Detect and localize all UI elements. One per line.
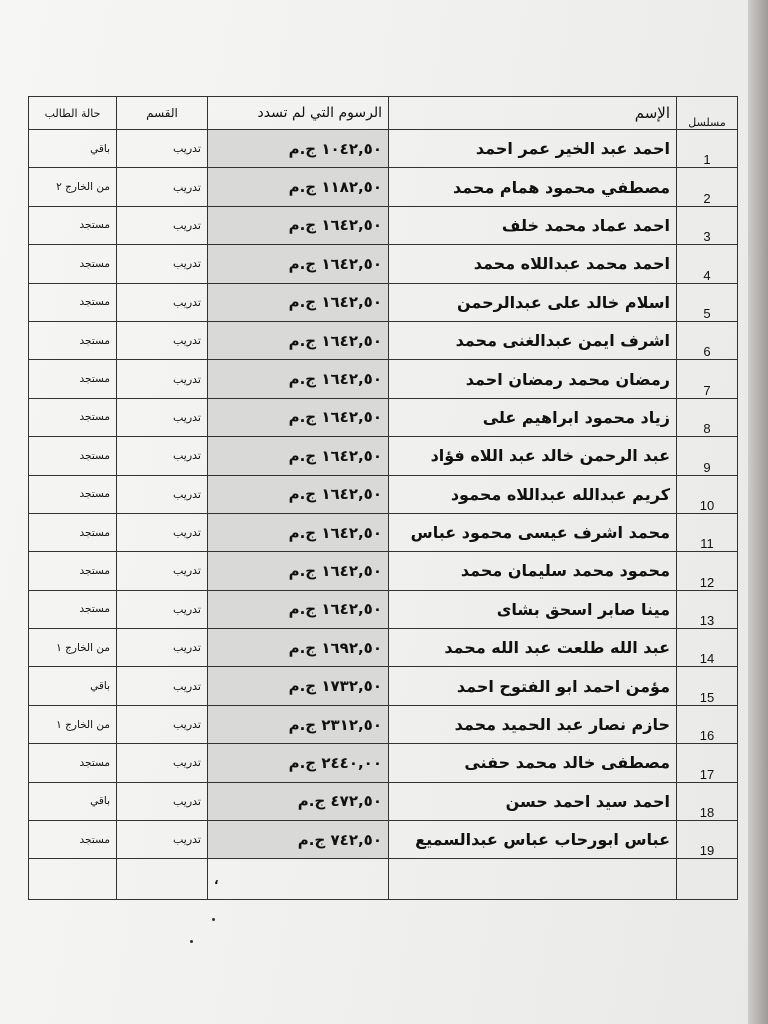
serial-cell: 15 xyxy=(677,667,738,705)
department-cell: تدريب xyxy=(117,168,208,206)
table-row xyxy=(29,513,738,551)
paper-speck xyxy=(212,918,215,921)
fee-amount: ١٦٤٢,٥٠ xyxy=(321,600,382,619)
student-status-cell: مستجد xyxy=(29,821,117,859)
table-row xyxy=(29,245,738,283)
fee-amount: ٢٣١٢,٥٠ xyxy=(321,715,382,734)
serial-cell: 16 xyxy=(677,705,738,743)
unpaid-fees-cell xyxy=(208,629,389,667)
serial-cell: 10 xyxy=(677,475,738,513)
unpaid-fees-cell xyxy=(208,744,389,782)
student-status-cell: من الخارج ١ xyxy=(29,629,117,667)
unpaid-fees-cell xyxy=(208,667,389,705)
student-name-cell: احمد عبد الخير عمر احمد xyxy=(389,130,677,168)
unpaid-fees-cell xyxy=(208,782,389,820)
table-row xyxy=(29,398,738,436)
currency-label: ج.م xyxy=(288,561,317,580)
blank-cell xyxy=(677,859,738,900)
fee-amount: ١٦٤٢,٥٠ xyxy=(321,561,382,580)
currency-label: ج.م xyxy=(288,408,317,427)
department-cell: تدريب xyxy=(117,821,208,859)
table-row xyxy=(29,744,738,782)
student-name-cell: مؤمن احمد ابو الفتوح احمد xyxy=(389,667,677,705)
serial-cell: 17 xyxy=(677,744,738,782)
student-status-cell: مستجد xyxy=(29,245,117,283)
serial-cell: 1 xyxy=(677,130,738,168)
serial-cell: 4 xyxy=(677,245,738,283)
student-name-cell: محمود محمد سليمان محمد xyxy=(389,552,677,590)
department-cell: تدريب xyxy=(117,321,208,359)
currency-label: ج.م xyxy=(288,523,317,542)
student-status-cell: مستجد xyxy=(29,513,117,551)
student-status-cell: باقي xyxy=(29,130,117,168)
currency-label: ج.م xyxy=(288,446,317,465)
department-cell: تدريب xyxy=(117,398,208,436)
table-row xyxy=(29,782,738,820)
student-status-cell: مستجد xyxy=(29,398,117,436)
table-row xyxy=(29,283,738,321)
currency-label: ج.م xyxy=(288,485,317,504)
table-row xyxy=(29,552,738,590)
table-row xyxy=(29,629,738,667)
fee-amount: ١٦٤٢,٥٠ xyxy=(321,216,382,235)
department-cell: تدريب xyxy=(117,206,208,244)
blank-cell xyxy=(389,859,677,900)
student-name-cell: مينا صابر اسحق بشاى xyxy=(389,590,677,628)
student-status-cell: مستجد xyxy=(29,437,117,475)
unpaid-fees-cell xyxy=(208,321,389,359)
blank-row xyxy=(29,859,738,900)
blank-cell xyxy=(29,859,117,900)
serial-cell: 5 xyxy=(677,283,738,321)
student-name-cell: احمد عماد محمد خلف xyxy=(389,206,677,244)
student-status-cell: باقي xyxy=(29,667,117,705)
unpaid-fees-cell xyxy=(208,437,389,475)
department-cell: تدريب xyxy=(117,629,208,667)
table-row xyxy=(29,437,738,475)
header-serial: مسلسل xyxy=(677,97,738,130)
student-status-cell: من الخارج ٢ xyxy=(29,168,117,206)
table-row xyxy=(29,821,738,859)
header-status: حالة الطالب xyxy=(29,97,117,130)
fee-amount: ٧٤٢,٥٠ xyxy=(330,830,382,849)
fee-amount: ١٦٤٢,٥٠ xyxy=(321,446,382,465)
currency-label: ج.م xyxy=(288,638,317,657)
header-fees: الرسوم التي لم تسدد xyxy=(208,97,389,130)
fee-amount: ٢٤٤٠,٠٠ xyxy=(321,753,382,772)
currency-label: ج.م xyxy=(288,216,317,235)
department-cell: تدريب xyxy=(117,360,208,398)
unpaid-fees-cell xyxy=(208,821,389,859)
student-name-cell: مصطفى خالد محمد حفنى xyxy=(389,744,677,782)
student-name-cell: محمد اشرف عيسى محمود عباس xyxy=(389,513,677,551)
unpaid-fees-cell xyxy=(208,360,389,398)
student-status-cell: من الخارج ١ xyxy=(29,705,117,743)
serial-cell: 9 xyxy=(677,437,738,475)
serial-cell: 13 xyxy=(677,590,738,628)
serial-cell: 12 xyxy=(677,552,738,590)
student-status-cell: مستجد xyxy=(29,206,117,244)
stray-mark: ، xyxy=(214,873,219,888)
serial-cell: 11 xyxy=(677,513,738,551)
table-row xyxy=(29,321,738,359)
table-row xyxy=(29,168,738,206)
unpaid-fees-cell xyxy=(208,283,389,321)
currency-label: ج.م xyxy=(288,178,317,197)
serial-cell: 6 xyxy=(677,321,738,359)
student-name-cell: عباس ابورحاب عباس عبدالسميع xyxy=(389,821,677,859)
student-name-cell: زياد محمود ابراهيم على xyxy=(389,398,677,436)
fee-amount: ١٠٤٢,٥٠ xyxy=(321,139,382,158)
table-row xyxy=(29,206,738,244)
student-status-cell: باقي xyxy=(29,782,117,820)
table-row xyxy=(29,667,738,705)
table-row xyxy=(29,590,738,628)
table-row xyxy=(29,475,738,513)
currency-label: ج.م xyxy=(288,293,317,312)
table-body xyxy=(29,130,738,900)
serial-cell: 14 xyxy=(677,629,738,667)
currency-label: ج.م xyxy=(288,715,317,734)
serial-cell: 19 xyxy=(677,821,738,859)
fee-amount: ١٦٤٢,٥٠ xyxy=(321,254,382,273)
department-cell: تدريب xyxy=(117,552,208,590)
fee-amount: ١٦٤٢,٥٠ xyxy=(321,485,382,504)
currency-label: ج.م xyxy=(288,600,317,619)
table-header-row xyxy=(29,97,738,130)
student-status-cell: مستجد xyxy=(29,552,117,590)
unpaid-fees-cell xyxy=(208,552,389,590)
department-cell: تدريب xyxy=(117,782,208,820)
paper-speck xyxy=(190,940,193,943)
serial-cell: 18 xyxy=(677,782,738,820)
department-cell: تدريب xyxy=(117,705,208,743)
table-row xyxy=(29,705,738,743)
unpaid-fees-cell xyxy=(208,705,389,743)
student-status-cell: مستجد xyxy=(29,360,117,398)
student-name-cell: اشرف ايمن عبدالغنى محمد xyxy=(389,321,677,359)
currency-label: ج.م xyxy=(297,792,326,811)
student-name-cell: احمد سيد احمد حسن xyxy=(389,782,677,820)
student-name-cell: كريم عبدالله عبداللاه محمود xyxy=(389,475,677,513)
student-name-cell: مصطفي محمود همام محمد xyxy=(389,168,677,206)
unpaid-fees-cell xyxy=(208,168,389,206)
table-row xyxy=(29,360,738,398)
serial-cell: 3 xyxy=(677,206,738,244)
department-cell: تدريب xyxy=(117,667,208,705)
unpaid-fees-cell xyxy=(208,398,389,436)
student-name-cell: رمضان محمد رمضان احمد xyxy=(389,360,677,398)
student-name-cell: حازم نصار عبد الحميد محمد xyxy=(389,705,677,743)
department-cell: تدريب xyxy=(117,744,208,782)
blank-cell xyxy=(117,859,208,900)
students-fees-table xyxy=(28,96,738,900)
student-name-cell: عبد الله طلعت عبد الله محمد xyxy=(389,629,677,667)
unpaid-fees-cell xyxy=(208,130,389,168)
currency-label: ج.م xyxy=(297,830,326,849)
department-cell: تدريب xyxy=(117,130,208,168)
fee-amount: ١٧٣٢,٥٠ xyxy=(321,677,382,696)
currency-label: ج.م xyxy=(288,370,317,389)
table-row xyxy=(29,130,738,168)
department-cell: تدريب xyxy=(117,283,208,321)
student-status-cell: مستجد xyxy=(29,475,117,513)
student-name-cell: احمد محمد عبداللاه محمد xyxy=(389,245,677,283)
department-cell: تدريب xyxy=(117,513,208,551)
department-cell: تدريب xyxy=(117,475,208,513)
student-status-cell: مستجد xyxy=(29,590,117,628)
student-name-cell: اسلام خالد على عبدالرحمن xyxy=(389,283,677,321)
unpaid-fees-cell xyxy=(208,590,389,628)
unpaid-fees-cell xyxy=(208,245,389,283)
student-name-cell: عبد الرحمن خالد عبد اللاه فؤاد xyxy=(389,437,677,475)
fee-amount: ١٦٤٢,٥٠ xyxy=(321,331,382,350)
header-name: الإسم xyxy=(389,97,677,130)
currency-label: ج.م xyxy=(288,331,317,350)
serial-cell: 7 xyxy=(677,360,738,398)
currency-label: ج.م xyxy=(288,677,317,696)
serial-cell: 2 xyxy=(677,168,738,206)
fee-amount: ١١٨٢,٥٠ xyxy=(321,178,382,197)
currency-label: ج.م xyxy=(288,254,317,273)
department-cell: تدريب xyxy=(117,245,208,283)
blank-cell xyxy=(208,859,389,900)
unpaid-fees-cell xyxy=(208,206,389,244)
paper-edge xyxy=(748,0,768,1024)
fee-amount: ١٦٤٢,٥٠ xyxy=(321,408,382,427)
fee-amount: ١٦٩٢,٥٠ xyxy=(321,638,382,657)
currency-label: ج.م xyxy=(288,753,317,772)
fee-amount: ١٦٤٢,٥٠ xyxy=(321,523,382,542)
unpaid-fees-cell xyxy=(208,513,389,551)
student-status-cell: مستجد xyxy=(29,321,117,359)
fee-amount: ١٦٤٢,٥٠ xyxy=(321,293,382,312)
department-cell: تدريب xyxy=(117,437,208,475)
fee-amount: ٤٧٢,٥٠ xyxy=(330,792,382,811)
unpaid-fees-cell xyxy=(208,475,389,513)
department-cell: تدريب xyxy=(117,590,208,628)
student-status-cell: مستجد xyxy=(29,283,117,321)
serial-cell: 8 xyxy=(677,398,738,436)
student-status-cell: مستجد xyxy=(29,744,117,782)
header-department: القسم xyxy=(117,97,208,130)
currency-label: ج.م xyxy=(288,139,317,158)
fee-amount: ١٦٤٢,٥٠ xyxy=(321,370,382,389)
